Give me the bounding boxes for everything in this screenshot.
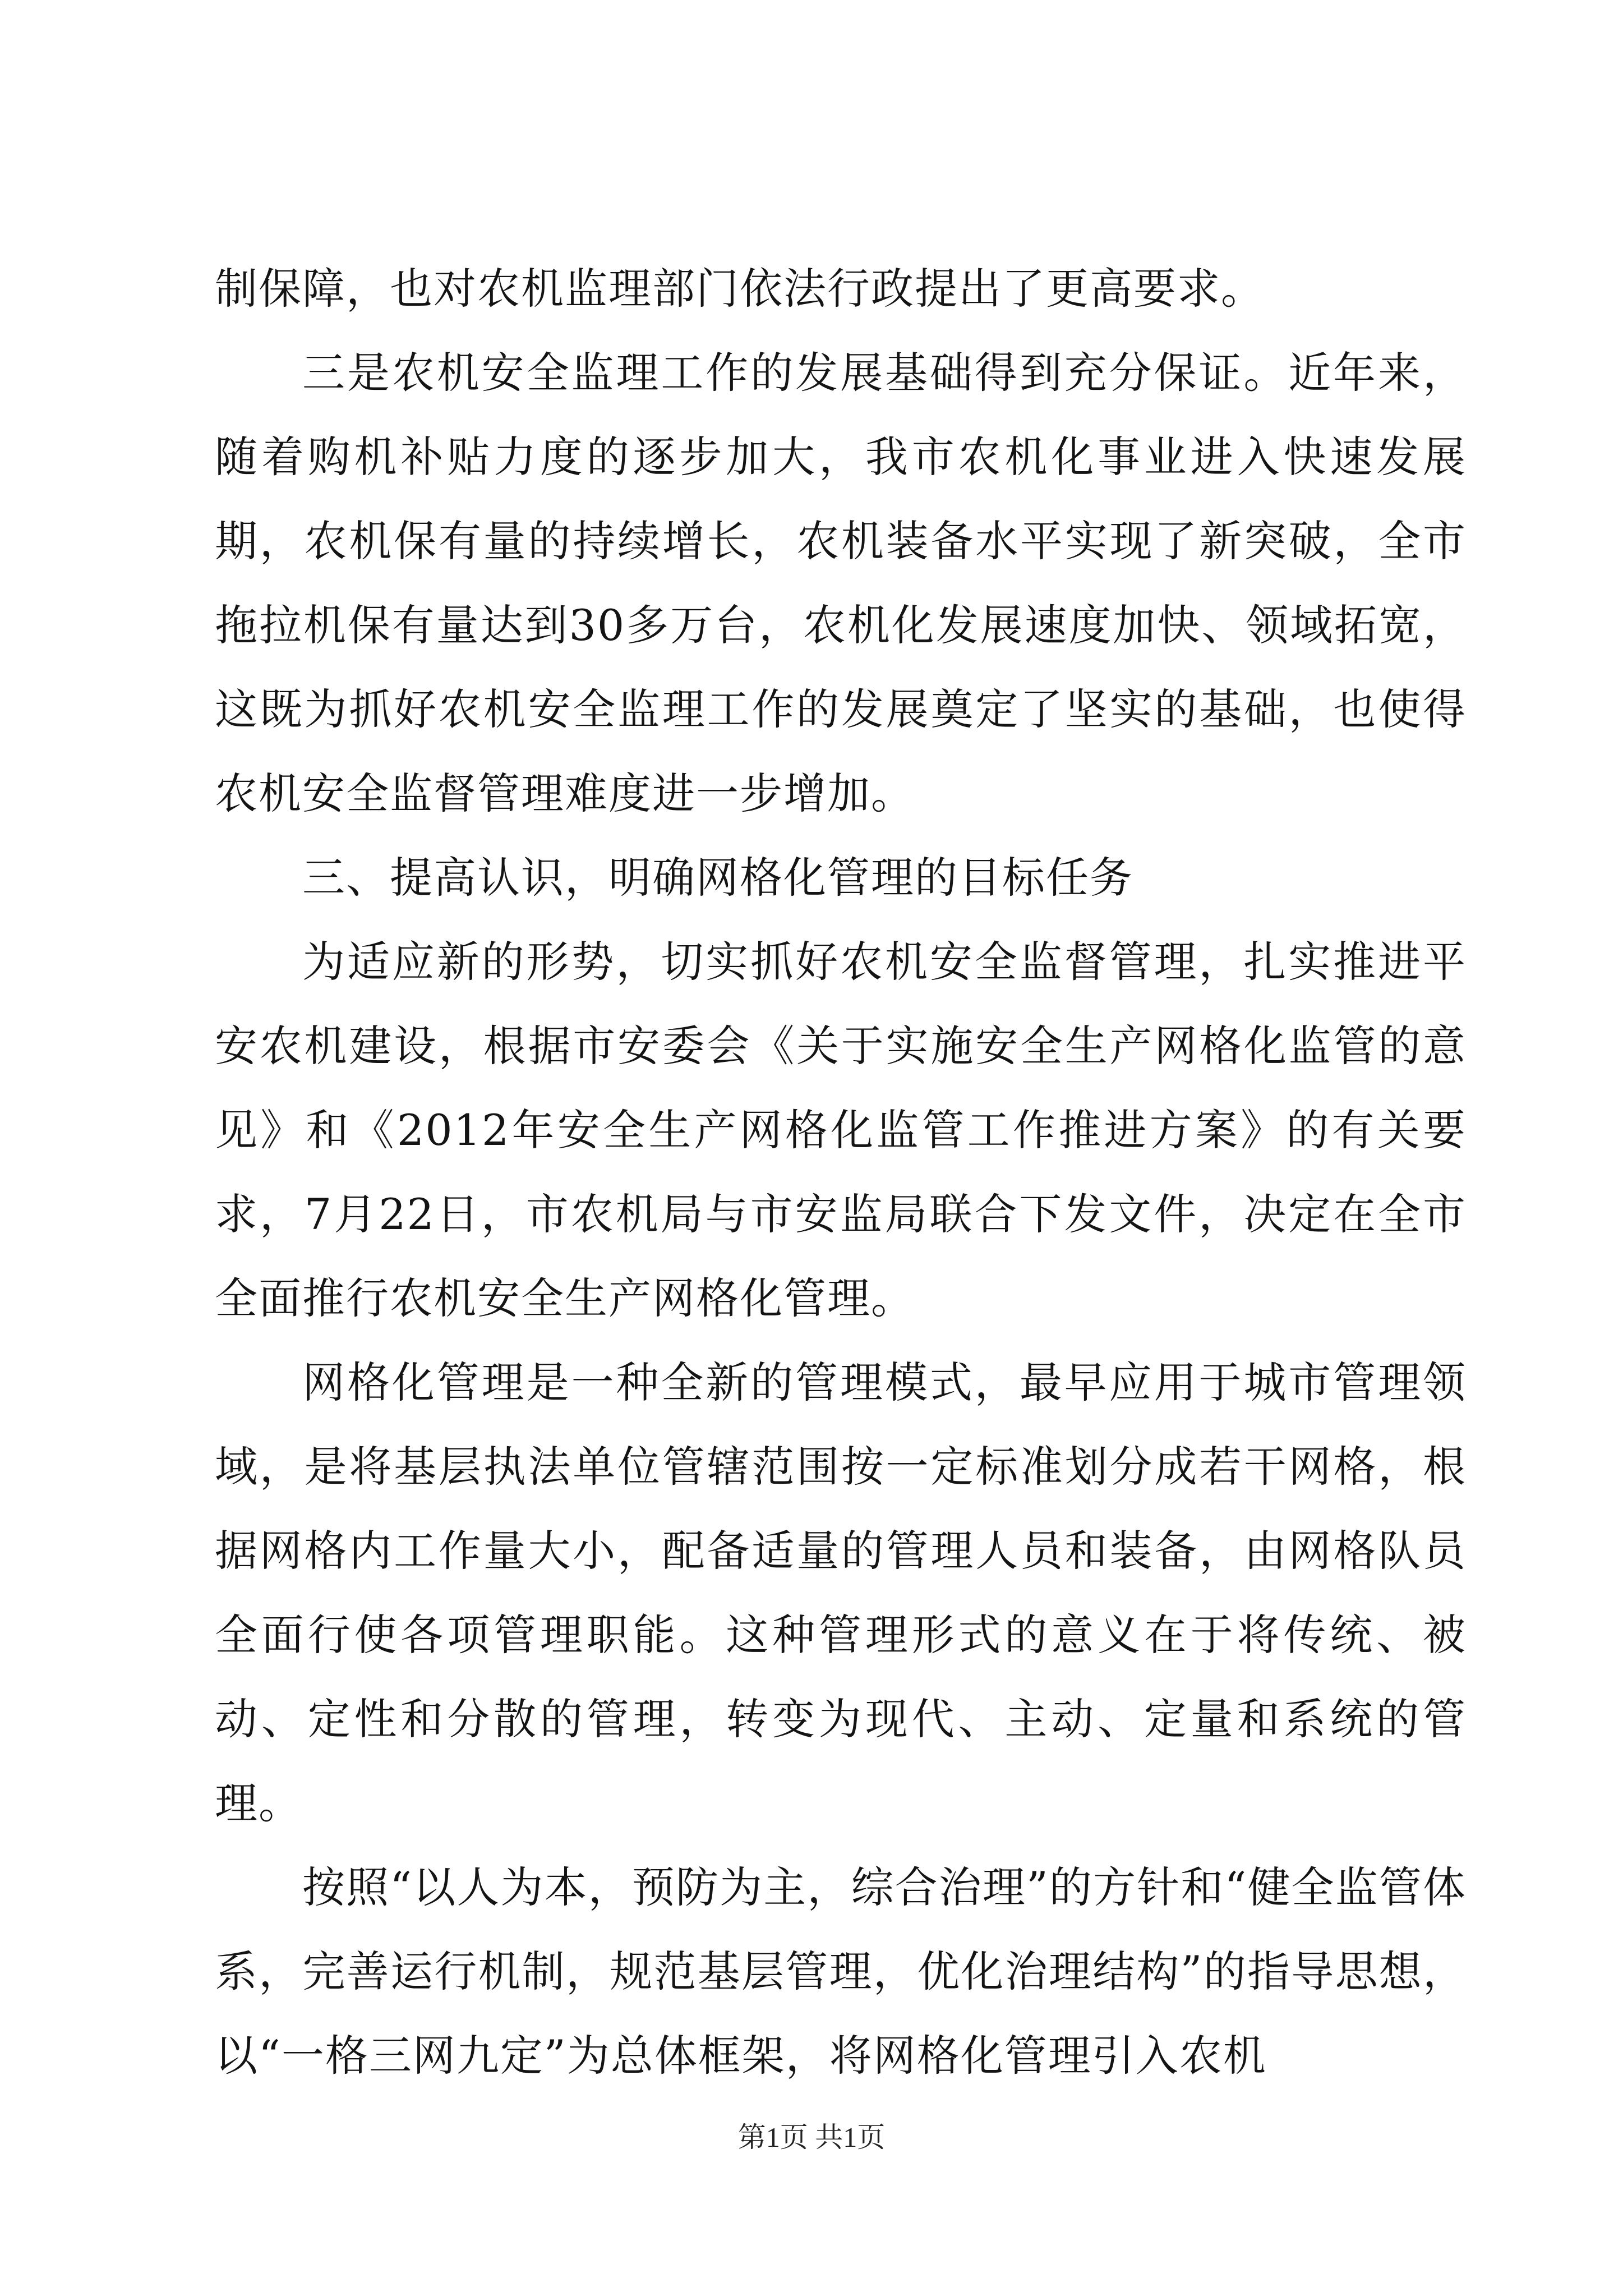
section-heading-three: 三、提高认识，明确网格化管理的目标任务: [302, 853, 1133, 903]
paragraph-grid-management-definition: 网格化管理是一种全新的管理模式，最早应用于城市管理领域，是将基层执法单位管辖范围按一定标准划分成若干网格，根据网格内工作量大小，配备适量的管理人员和装备，由网格队员全面行使各项管理职能。这种管理形式的意义在于将传统、被动、定性和分散的管理，转变为现代、主动、定量和系统的管理。: [215, 1358, 1467, 1828]
document-body: [215, 247, 1467, 2098]
page-footer: 第1页 共1页: [737, 2122, 886, 2153]
paragraph-development-basis: 三是农机安全监理工作的发展基础得到充分保证。近年来，随着购机补贴力度的逐步加大，我市农机化事业进入快速发展期，农机保有量的持续增长，农机装备水平实现了新突破，全市拖拉机保有量达到30多万台，农机化发展速度加快、领域拓宽，这既为抓好农机安全监理工作的发展奠定了坚实的基础，也使得农机安全监督管理难度进一步增加。: [215, 348, 1467, 818]
paragraph-continuation: 制保障，也对农机监理部门依法行政提出了更高要求。: [215, 264, 1265, 314]
paragraph-guiding-principle: 按照“以人为本，预防为主，综合治理”的方针和“健全监管体系，完善运行机制，规范基层管理，优化治理结构”的指导思想，以“一格三网九定”为总体框架，将网格化管理引入农机: [215, 1862, 1467, 2081]
paragraph-adapt-new-situation: 为适应新的形势，切实抓好农机安全监督管理，扎实推进平安农机建设，根据市安委会《关于实施安全生产网格化监管的意见》和《2012年安全生产网格化监管工作推进方案》的有关要求，7月22日，市农机局与市安监局联合下发文件，决定在全市全面推行农机安全生产网格化管理。: [215, 937, 1467, 1323]
